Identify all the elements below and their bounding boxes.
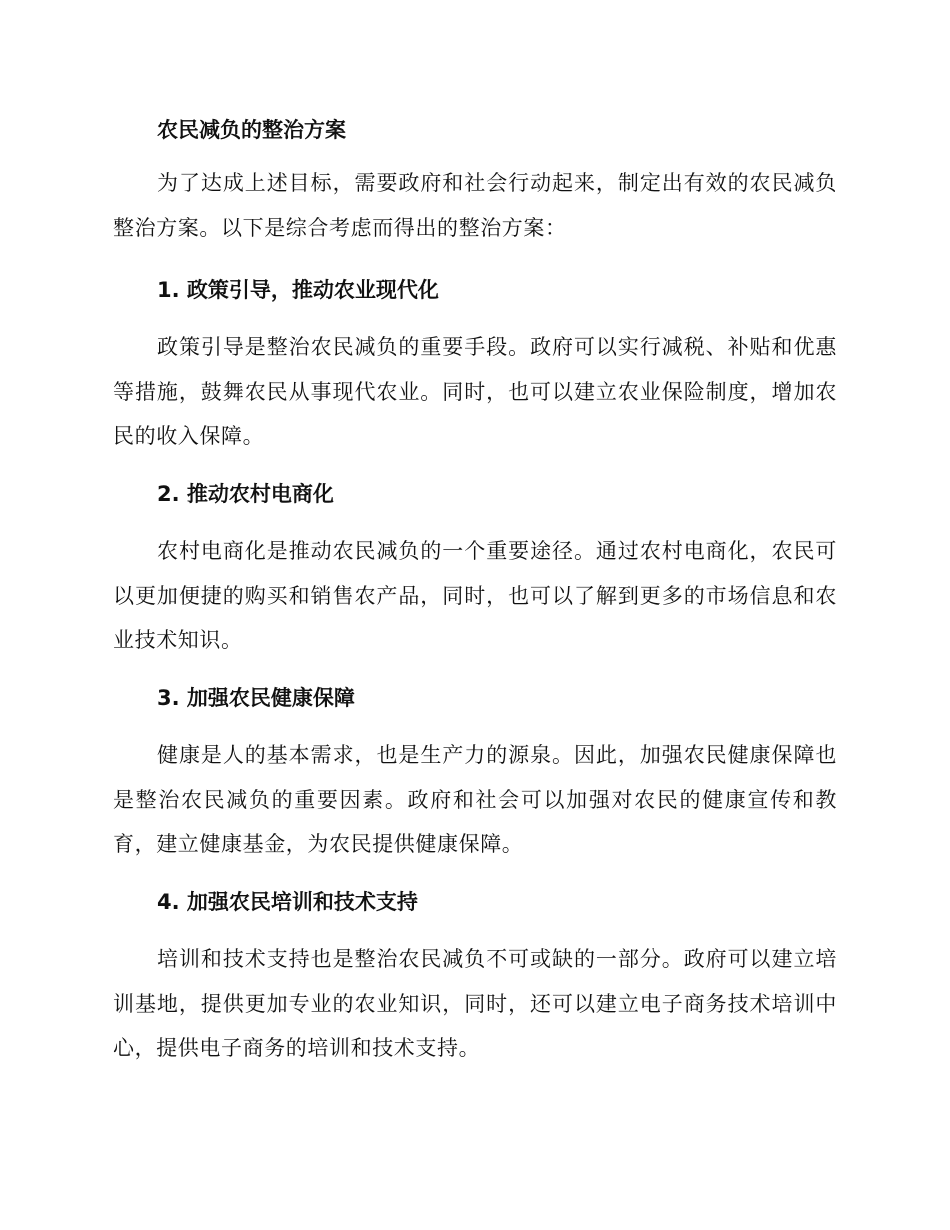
section-body-3: 健康是人的基本需求，也是生产力的源泉。因此，加强农民健康保障也是整治农民减负的重要因素。政府和社会可以加强对农民的健康宣传和教育，建立健康基金，为农民提供健康保障。 xyxy=(113,743,837,856)
section-body-1: 政策引导是整治农民减负的重要手段。政府可以实行减税、补贴和优惠等措施，鼓舞农民从事现代农业。同时，也可以建立农业保险制度，增加农民的收入保障。 xyxy=(113,335,837,448)
section-heading-3: 3. 加强农民健康保障 xyxy=(157,686,355,710)
section-heading-4: 4. 加强农民培训和技术支持 xyxy=(157,890,418,914)
document-title: 农民减负的整治方案 xyxy=(157,118,346,142)
section-heading-2: 2. 推动农村电商化 xyxy=(157,482,334,506)
section-body-4: 培训和技术支持也是整治农民减负不可或缺的一部分。政府可以建立培训基地，提供更加专业的农业知识，同时，还可以建立电子商务技术培训中心，提供电子商务的培训和技术支持。 xyxy=(113,947,837,1060)
intro-paragraph: 为了达成上述目标，需要政府和社会行动起来，制定出有效的农民减负整治方案。以下是综合考虑而得出的整治方案： xyxy=(113,171,837,240)
section-body-2: 农村电商化是推动农民减负的一个重要途径。通过农村电商化，农民可以更加便捷的购买和销售农产品，同时，也可以了解到更多的市场信息和农业技术知识。 xyxy=(113,539,837,652)
section-heading-1: 1. 政策引导，推动农业现代化 xyxy=(157,278,439,302)
